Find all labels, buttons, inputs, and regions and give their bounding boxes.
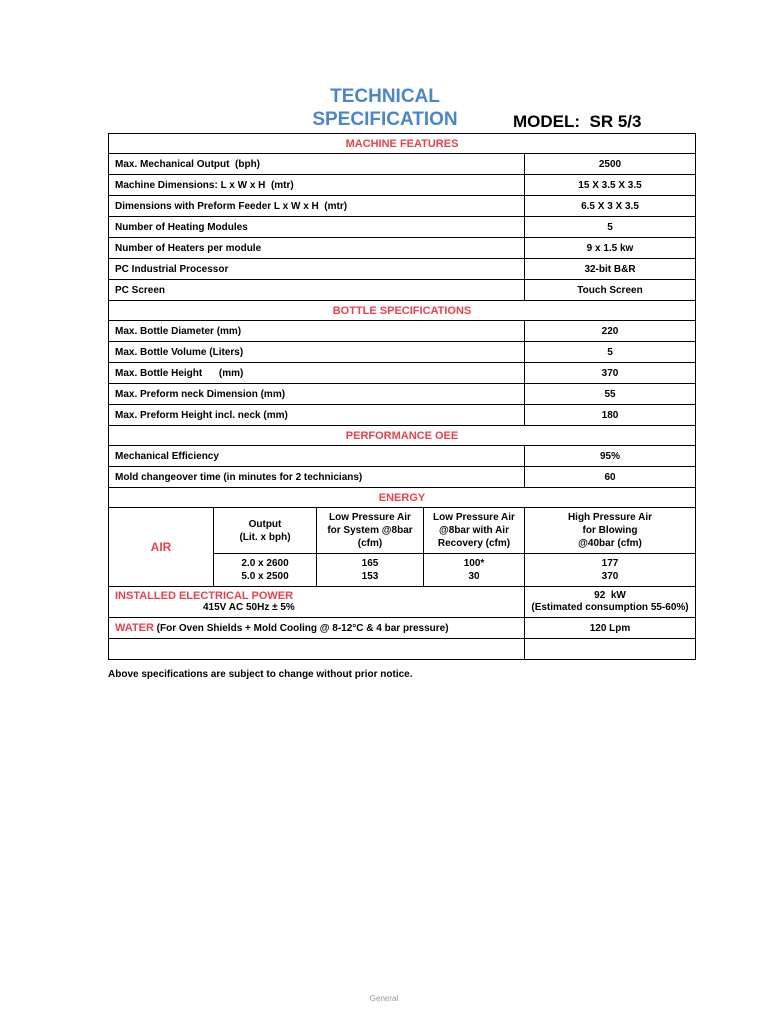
spec-row	[109, 363, 696, 384]
spec-table	[108, 133, 696, 660]
value-hp-blowing: 177 370	[525, 554, 696, 587]
spec-value: 180	[525, 405, 696, 426]
spec-label: Max. Bottle Diameter (mm)	[109, 321, 525, 342]
header-lp-recovery: Low Pressure Air @8bar with Air Recovery (cfm)	[424, 508, 525, 554]
spec-row	[109, 196, 696, 217]
spec-row	[109, 321, 696, 342]
spec-label: Machine Dimensions: L x W x H (mtr)	[109, 175, 525, 196]
electrical-cell	[109, 587, 525, 618]
spec-label: Max. Mechanical Output (bph)	[109, 154, 525, 175]
spec-label: PC Industrial Processor	[109, 259, 525, 280]
value-lp-recovery: 100* 30	[424, 554, 525, 587]
section-machine-features: MACHINE FEATURES	[109, 134, 696, 154]
spec-value: 6.5 X 3 X 3.5	[525, 196, 696, 217]
spec-row	[109, 405, 696, 426]
spec-value: 5	[525, 342, 696, 363]
spec-row	[109, 238, 696, 259]
water-cell	[109, 618, 525, 639]
title-line-1: TECHNICAL	[330, 86, 440, 107]
spec-label: Number of Heating Modules	[109, 217, 525, 238]
footer-label: General	[369, 994, 399, 1003]
spec-row	[109, 280, 696, 301]
value-lp-system: 165 153	[317, 554, 424, 587]
spec-label: Mechanical Efficiency	[109, 446, 525, 467]
electrical-sub: 415V AC 50Hz ± 5%	[203, 602, 295, 613]
spec-label: Mold changeover time (in minutes for 2 technicians)	[109, 467, 525, 488]
spec-value: 95%	[525, 446, 696, 467]
electrical-note: (Estimated consumption 55-60%)	[531, 602, 689, 613]
spec-value: 5	[525, 217, 696, 238]
electrical-value-cell	[525, 587, 696, 618]
spec-value: 2500	[525, 154, 696, 175]
spec-value: 9 x 1.5 kw	[525, 238, 696, 259]
section-energy: ENERGY	[109, 488, 696, 508]
spec-label: Number of Heaters per module	[109, 238, 525, 259]
spec-label: Max. Preform neck Dimension (mm)	[109, 384, 525, 405]
air-label: AIR	[109, 508, 214, 587]
spec-value: 60	[525, 467, 696, 488]
spec-row	[109, 467, 696, 488]
empty-cell	[525, 639, 696, 660]
value-output: 2.0 x 2600 5.0 x 2500	[214, 554, 317, 587]
spec-row	[109, 217, 696, 238]
spec-label: Max. Bottle Height (mm)	[109, 363, 525, 384]
spec-row	[109, 384, 696, 405]
electrical-value: 92 kW	[594, 590, 626, 601]
empty-cell	[109, 639, 525, 660]
spec-label: Max. Preform Height incl. neck (mm)	[109, 405, 525, 426]
water-value: 120 Lpm	[525, 618, 696, 639]
header-output: Output (Lit. x bph)	[214, 508, 317, 554]
spec-value: 32-bit B&R	[525, 259, 696, 280]
model-label: MODEL: SR 5/3	[513, 112, 642, 131]
spec-value: 370	[525, 363, 696, 384]
spec-label: Dimensions with Preform Feeder L x W x H (mtr)	[109, 196, 525, 217]
title-line-2: SPECIFICATION	[312, 109, 458, 130]
water-desc: (For Oven Shields + Mold Cooling @ 8-12°C & 4 bar pressure)	[153, 623, 449, 634]
spec-value: Touch Screen	[525, 280, 696, 301]
electrical-label: INSTALLED ELECTRICAL POWER	[115, 590, 294, 602]
header-lp-system: Low Pressure Air for System @8bar (cfm)	[317, 508, 424, 554]
spec-label: PC Screen	[109, 280, 525, 301]
spec-row	[109, 446, 696, 467]
spec-value: 220	[525, 321, 696, 342]
section-bottle-specifications: BOTTLE SPECIFICATIONS	[109, 301, 696, 321]
document-title	[300, 85, 470, 131]
spec-row	[109, 175, 696, 196]
spec-value: 15 X 3.5 X 3.5	[525, 175, 696, 196]
section-performance-oee: PERFORMANCE OEE	[109, 426, 696, 446]
spec-row	[109, 342, 696, 363]
spec-row	[109, 154, 696, 175]
spec-value: 55	[525, 384, 696, 405]
spec-label: Max. Bottle Volume (Liters)	[109, 342, 525, 363]
water-label: WATER	[115, 622, 154, 634]
disclaimer-note: Above specifications are subject to change without prior notice.	[108, 669, 413, 680]
header-hp-blowing: High Pressure Air for Blowing @40bar (cfm)	[525, 508, 696, 554]
spec-row	[109, 259, 696, 280]
